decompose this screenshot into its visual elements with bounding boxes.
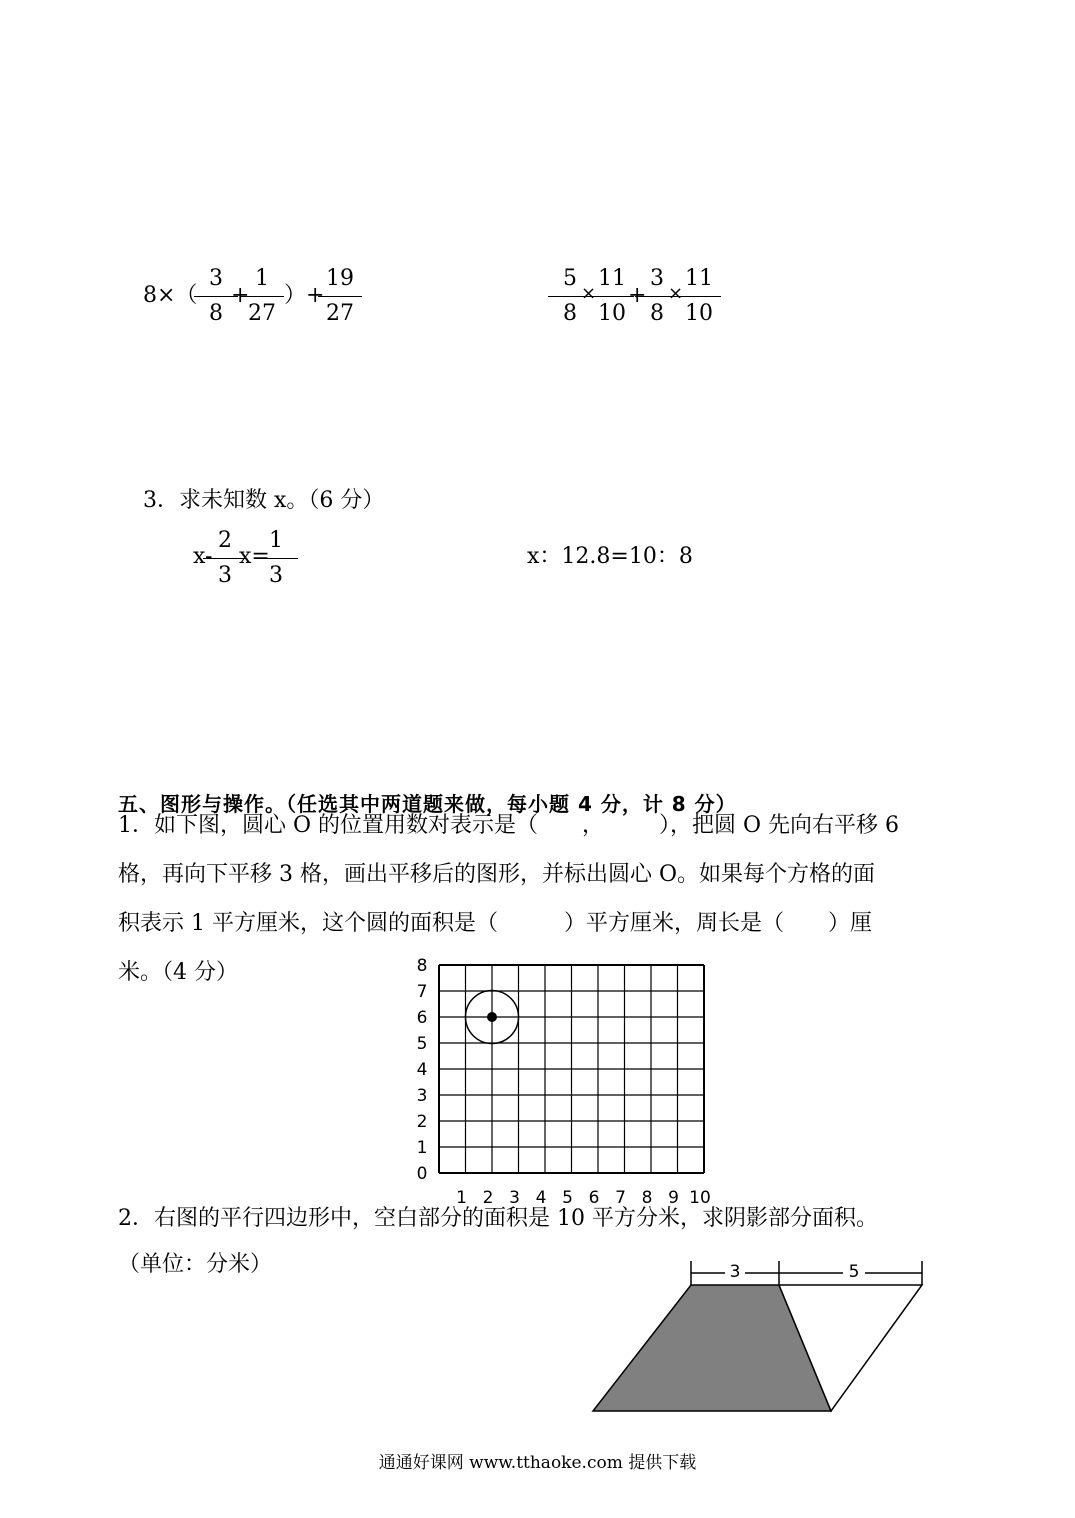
x-tick-label: 7	[615, 1188, 626, 1208]
x-tick-label: 1	[456, 1188, 467, 1208]
fraction: 1 27	[240, 268, 284, 329]
x-tick-label: 4	[535, 1188, 547, 1208]
y-axis-labels	[417, 956, 428, 1184]
times-sign: ×	[581, 283, 597, 304]
y-tick-label: 5	[416, 1034, 428, 1054]
problem-1-line: 格，再向下平移 3 格，画出平移后的图形，并标出圆心 O。如果每个方格的面	[118, 862, 876, 887]
fraction: 19 27	[318, 268, 362, 329]
x-tick-label: 3	[509, 1188, 520, 1208]
eq1-b: x=	[239, 544, 270, 569]
problem-1-line: 1．如下图，圆心 O 的位置用数对表示是（ ， ），把圆 O 先向右平移 6	[118, 813, 900, 838]
fraction: 3 8	[635, 268, 679, 329]
x-tick-label: 10	[689, 1188, 711, 1208]
fraction: 5 8	[548, 268, 592, 329]
dim-label-5: 5	[848, 1262, 860, 1282]
y-tick-label: 7	[416, 982, 428, 1002]
close-plus: ）+	[284, 283, 325, 308]
x-tick-label: 9	[668, 1188, 679, 1208]
fraction: 1 3	[254, 530, 298, 591]
circle-center-dot	[487, 1012, 497, 1022]
problem-2-line1: 2．右图的平行四边形中，空白部分的面积是 10 平方分米，求阴影部分面积。	[118, 1208, 882, 1230]
fraction: 2 3	[203, 530, 247, 591]
section-heading: 五、图形与操作。（任选其中两道题来做，每小题 4 分，计 8 分）	[118, 792, 737, 816]
y-tick-label: 2	[416, 1112, 428, 1132]
y-tick-label: 0	[416, 1164, 428, 1184]
x-tick-label: 8	[641, 1188, 653, 1208]
equation-2: x：12.8=10：8	[527, 544, 693, 569]
coordinate-grid	[400, 955, 720, 1215]
times-sign: ×	[668, 283, 684, 304]
fraction: 11 10	[590, 268, 634, 329]
problem-1-line: 积表示 1 平方厘米，这个圆的面积是（ ）平方厘米，周长是（ ）厘	[118, 911, 872, 936]
y-tick-label: 1	[416, 1138, 428, 1158]
x-axis-labels	[456, 1188, 711, 1208]
fraction: 11 10	[677, 268, 721, 329]
parallelogram-figure	[585, 1255, 935, 1420]
problem-2-line2: （单位：分米）	[118, 1252, 273, 1277]
plus-sign: +	[628, 283, 647, 308]
y-tick-label: 3	[416, 1086, 428, 1106]
dim-label-3: 3	[729, 1262, 741, 1282]
y-tick-label: 8	[416, 956, 428, 976]
grid-lines	[439, 965, 704, 1173]
expr1-prefix: 8×（	[143, 283, 198, 308]
y-tick-label: 6	[416, 1008, 428, 1028]
eq1-a: x-	[193, 544, 213, 569]
fraction: 3 8	[194, 268, 238, 329]
x-tick-label: 5	[562, 1188, 573, 1208]
x-tick-label: 6	[588, 1188, 600, 1208]
footer: 通通好课网 www.tthaoke.com 提供下载	[378, 1453, 697, 1473]
problem-1-line: 米。（4 分）	[118, 960, 238, 985]
plus-sign: +	[231, 283, 250, 308]
x-tick-label: 2	[482, 1188, 494, 1208]
q3-title: 3．求未知数 x。（6 分）	[143, 488, 385, 513]
y-tick-label: 4	[416, 1060, 428, 1080]
